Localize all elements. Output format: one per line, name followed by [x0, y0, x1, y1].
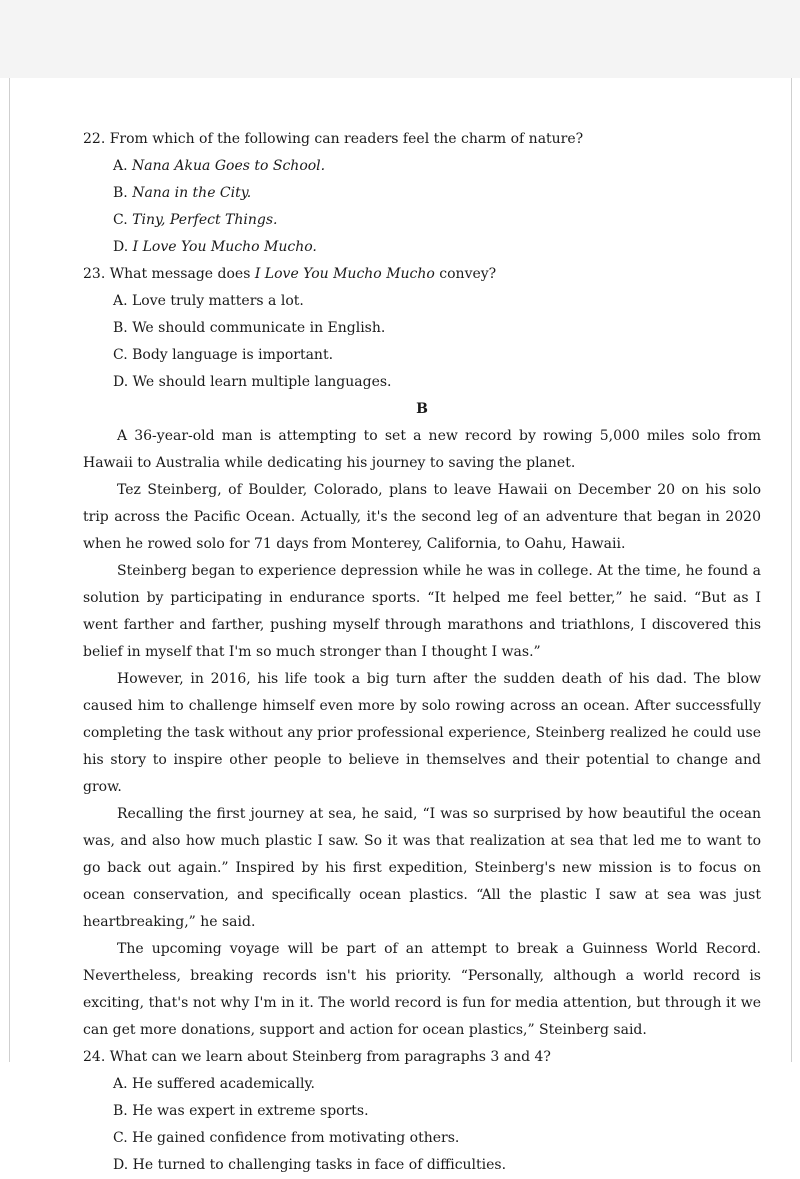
question-24-option-c: C. He gained confidence from motivating others. [113, 1130, 460, 1146]
question-23-option-b: B. We should communicate in English. [113, 320, 386, 336]
question-22-options [83, 153, 761, 261]
passage-paragraph-4: However, in 2016, his life took a big turn after the sudden death of his dad. The blow caused him to challenge himself even more by solo rowing across an ocean. After successfully completing the task without any prior professional experience, Steinberg realized he could use his story to inspire other people to believe in themselves and their potential to change and grow. [83, 671, 761, 795]
question-22-option-d: D. I Love You Mucho Mucho. [113, 239, 317, 255]
top-margin [0, 0, 800, 78]
passage-paragraph-6: The upcoming voyage will be part of an attempt to break a Guinness World Record. Nevertheless, breaking records isn't his priority. “Personally, although a world record is exciting, that's not why I'm in it. The world record is fun for media attention, but through it we can get more donations, support and action for ocean plastics,” Steinberg said. [83, 941, 761, 1038]
question-23 [83, 261, 761, 396]
question-24-options [83, 1071, 761, 1179]
question-24-option-a: A. He suffered academically. [113, 1076, 315, 1092]
question-24-stem: 24. What can we learn about Steinberg from paragraphs 3 and 4? [83, 1049, 551, 1065]
question-24-option-b: B. He was expert in extreme sports. [113, 1103, 369, 1119]
question-22 [83, 126, 761, 261]
question-23-option-d: D. We should learn multiple languages. [113, 374, 392, 390]
reading-passage [83, 423, 761, 1044]
question-23-stem: 23. What message does I Love You Mucho Mucho convey? [83, 266, 497, 282]
exam-content [83, 126, 761, 1179]
passage-paragraph-5: Recalling the first journey at sea, he said, “I was so surprised by how beautiful the ocean was, and also how much plastic I saw. So it was that realization at sea that led me to want to go back out again.” Inspired by his first expedition, Steinberg's new mission is to focus on ocean conservation, and specifically ocean plastics. “All the plastic I saw at sea was just heartbreaking,” he said. [83, 806, 761, 930]
question-22-option-b: B. Nana in the City. [113, 185, 252, 201]
question-22-option-c: C. Tiny, Perfect Things. [113, 212, 278, 228]
question-22-option-a: A. Nana Akua Goes to School. [113, 158, 326, 174]
question-23-option-a: A. Love truly matters a lot. [113, 293, 304, 309]
passage-paragraph-2: Tez Steinberg, of Boulder, Colorado, plans to leave Hawaii on December 20 on his solo trip across the Pacific Ocean. Actually, it's the second leg of an adventure that began in 2020 when he rowed solo for 71 days from Monterey, California, to Oahu, Hawaii. [83, 482, 761, 552]
question-24-option-d: D. He turned to challenging tasks in face of difficulties. [113, 1157, 507, 1173]
question-24 [83, 1044, 761, 1179]
passage-paragraph-3: Steinberg began to experience depression while he was in college. At the time, he found a solution by participating in endurance sports. “It helped me feel better,” he said. “But as I went farther and farther, pushing myself through marathons and triathlons, I discovered this belief in myself that I'm so much stronger than I thought I was.” [83, 563, 761, 660]
passage-paragraph-1: A 36-year-old man is attempting to set a new record by rowing 5,000 miles solo from Hawaii to Australia while dedicating his journey to saving the planet. [83, 428, 761, 471]
section-heading: B [416, 401, 428, 417]
question-23-option-c: C. Body language is important. [113, 347, 334, 363]
question-23-options [83, 288, 761, 396]
question-22-stem: 22. From which of the following can readers feel the charm of nature? [83, 131, 584, 147]
